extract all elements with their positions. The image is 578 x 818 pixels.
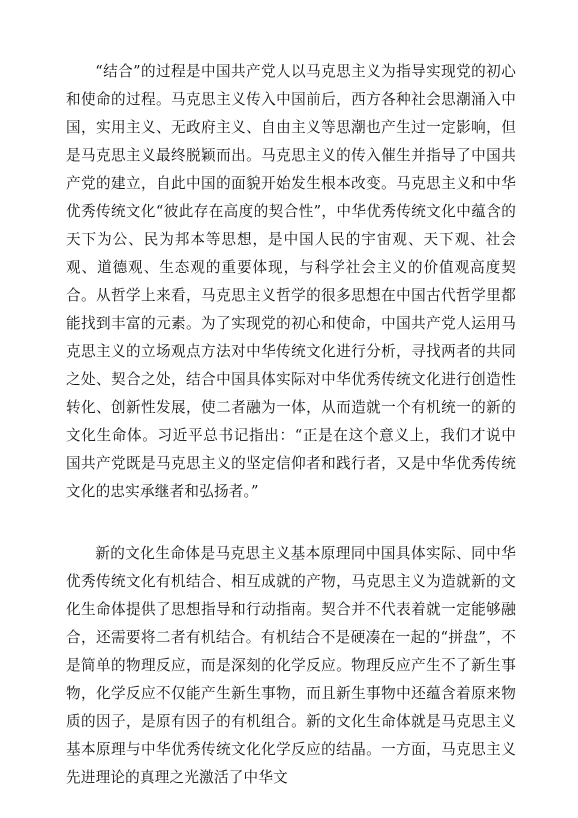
body-paragraph-1: “结合”的过程是中国共产党人以马克思主义为指导实现党的初心和使命的过程。马克思主义传入中国前后，西方各种社会思潮涌入中国，实用主义、无政府主义、自由主义等思潮也产生过一定影响，但是马克思主义最终脱颖而出。马克思主义的传入催生并指导了中国共产党的建立，自此中国的面貌开始发生根本改变。马克思主义和中华优秀传统文化“彼此存在高度的契合性”，中华优秀传统文化中蕴含的天下为公、民为邦本等思想，是中国人民的宇宙观、天下观、社会观、道德观、生态观的重要体现，与科学社会主义的价值观高度契合。从哲学上来看，马克思主义哲学的很多思想在中国古代哲学里都能找到丰富的元素。为了实现党的初心和使命，中国共产党人运用马克思主义的立场观点方法对中华传统文化进行分析，寻找两者的共同之处、契合之处，结合中国具体实际对中华优秀传统文化进行创造性转化、创新性发展，使二者融为一体，从而造就一个有机统一的新的文化生命体。习近平总书记指出：“正是在这个意义上，我们才说中国共产党既是马克思主义的坚定信仰者和践行者，又是中华优秀传统文化的忠实承继者和弘扬者。”	[66, 63, 516, 500]
body-paragraph-2: 新的文化生命体是马克思主义基本原理同中国具体实际、同中华优秀传统文化有机结合、相互成就的产物，马克思主义为造就新的文化生命体提供了思想指导和行动指南。契合并不代表着就一定能够融合，还需要将二者有机结合。有机结合不是硬凑在一起的“拼盘”，不是简单的物理反应，而是深刻的化学反应。物理反应产生不了新生事物，化学反应不仅能产生新生事物，而且新生事物中还蕴含着原来物质的因子，是原有因子的有机组合。新的文化生命体就是马克思主义基本原理与中华优秀传统文化化学反应的结晶。一方面，马克思主义先进理论的真理之光激活了中华文	[66, 545, 516, 786]
